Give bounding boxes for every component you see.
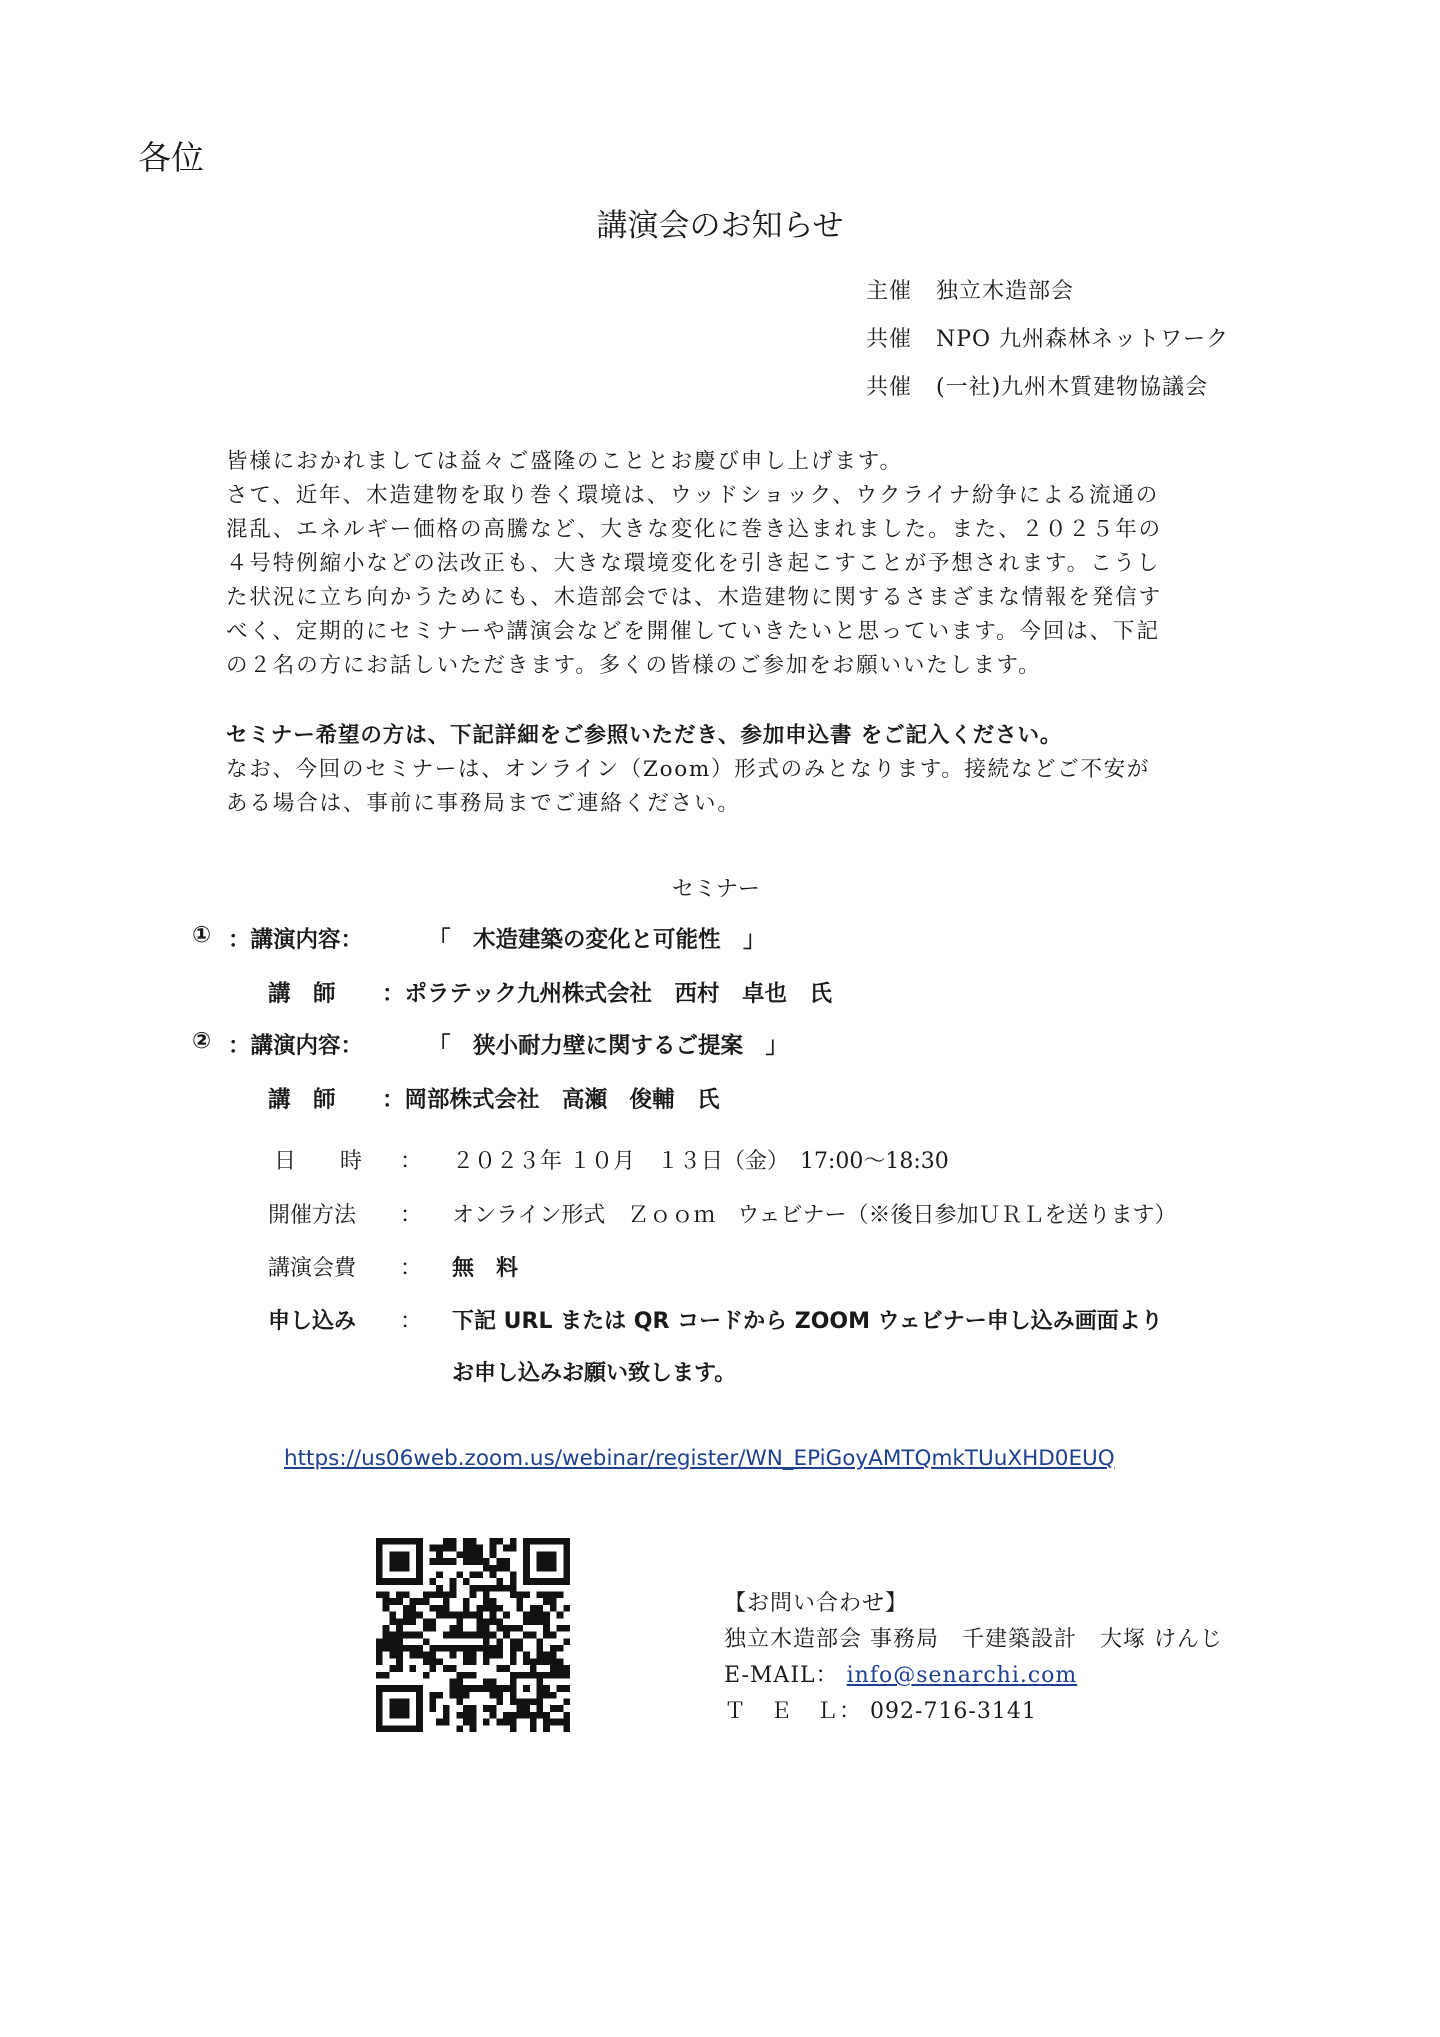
intro-line: 混乱、エネルギー価格の高騰など、大きな変化に巻き込まれました。また、２０２５年の (226, 517, 1163, 542)
contact-office: 独立木造部会 事務局 千建築設計 大塚 けんじ (724, 1627, 1223, 1652)
speaker-label: 講 師 (268, 981, 336, 1007)
speaker-name: ：岡部株式会社 高瀬 俊輔 氏 (382, 1087, 720, 1113)
apply-label: 申し込み (268, 1309, 357, 1334)
lecture-number: ① (192, 922, 212, 948)
intro-line: の２名の方にお話しいただきます。多くの皆様のご参加をお願いいたします。 (226, 653, 1042, 678)
organizer-name: 独立木造部会 (936, 279, 1075, 304)
organizer-kind: 主催 (866, 279, 913, 304)
seminar-heading: セミナー (672, 877, 761, 902)
page-title-text: 講演会のお知らせ (596, 208, 844, 244)
speaker-label: 講 師 (268, 1087, 336, 1113)
contact-tel (724, 1694, 1037, 1725)
addressee: 各位 (138, 138, 204, 177)
organizer-host (866, 274, 1074, 305)
registration-url-link[interactable]: https://us06web.zoom.us/webinar/register/WN_EPiGoyAMTQmkTUuXHD0EUQ (284, 1446, 1115, 1471)
colon: ： (400, 1309, 423, 1334)
page-title (0, 200, 1440, 245)
colon: ： (400, 1256, 423, 1281)
apply-value: 下記 URL または QR コードから ZOOM ウェビナー申し込み画面より (452, 1309, 1163, 1334)
tel-label: Ｔ Ｅ Ｌ： (724, 1699, 863, 1724)
colon: ： (400, 1149, 423, 1174)
lecture-number: ② (192, 1028, 212, 1054)
organizer-cohost-2 (866, 370, 1208, 401)
intro-line: べく、定期的にセミナーや講演会などを開催していきたいと思っています。今回は、下記 (226, 619, 1160, 644)
organizer-kind: 共催 (866, 375, 913, 400)
fee-label: 講演会費 (268, 1256, 357, 1281)
organizer-name: NPO 九州森林ネットワーク (936, 327, 1230, 352)
organizer-cohost-1 (866, 322, 1229, 353)
intro-line: た状況に立ち向かうためにも、木造部会では、木造建物に関するさまざまな情報を発信す (226, 585, 1163, 610)
organizer-kind: 共催 (866, 327, 913, 352)
intro-line: 皆様におかれましては益々ご盛隆のこととお慶び申し上げます。 (226, 449, 903, 474)
fee-value: 無 料 (452, 1256, 519, 1281)
date-label: 日 時 (274, 1149, 363, 1174)
lecture-content-label: ：講演内容： (228, 1033, 364, 1059)
intro-line: さて、近年、木造建物を取り巻く環境は、ウッドショック、ウクライナ紛争による流通の (226, 483, 1160, 508)
colon: ： (400, 1203, 423, 1228)
application-note: セミナー希望の方は、下記詳細をご参照いただき、参加申込書 をご記入ください。 (226, 723, 1063, 748)
email-link[interactable]: info@senarchi.com (846, 1663, 1078, 1688)
method-value: オンライン形式 Ｚｏｏｍ ウェビナー（※後日参加ＵＲＬを送ります） (452, 1203, 1177, 1228)
tel-value: 092-716-3141 (870, 1699, 1037, 1724)
lecture-content-label: ：講演内容： (228, 927, 364, 953)
lecture-title: 「 木造建築の変化と可能性 」 (428, 927, 766, 953)
date-value: ２０２３年 １０月 １３日（金） 17:00～18:30 (452, 1149, 949, 1174)
email-label: E-MAIL： (724, 1663, 839, 1688)
online-note-line: なお、今回のセミナーは、オンライン（Zoom）形式のみとなります。接続などご不安が (226, 757, 1151, 782)
lecture-title: 「 狭小耐力壁に関するご提案 」 (428, 1033, 789, 1059)
method-label: 開催方法 (268, 1203, 357, 1228)
contact-email (724, 1658, 1077, 1689)
qr-code-icon (376, 1538, 570, 1732)
contact-heading: 【お問い合わせ】 (724, 1591, 909, 1616)
online-note-line: ある場合は、事前に事務局までご連絡ください。 (226, 791, 741, 816)
apply-value-cont: お申し込みお願い致します。 (452, 1361, 737, 1386)
organizer-name: (一社)九州木質建物協議会 (936, 375, 1209, 400)
speaker-name: ：ポラテック九州株式会社 西村 卓也 氏 (382, 981, 833, 1007)
intro-line: ４号特例縮小などの法改正も、大きな環境変化を引き起こすことが予想されます。こうし (226, 551, 1161, 576)
